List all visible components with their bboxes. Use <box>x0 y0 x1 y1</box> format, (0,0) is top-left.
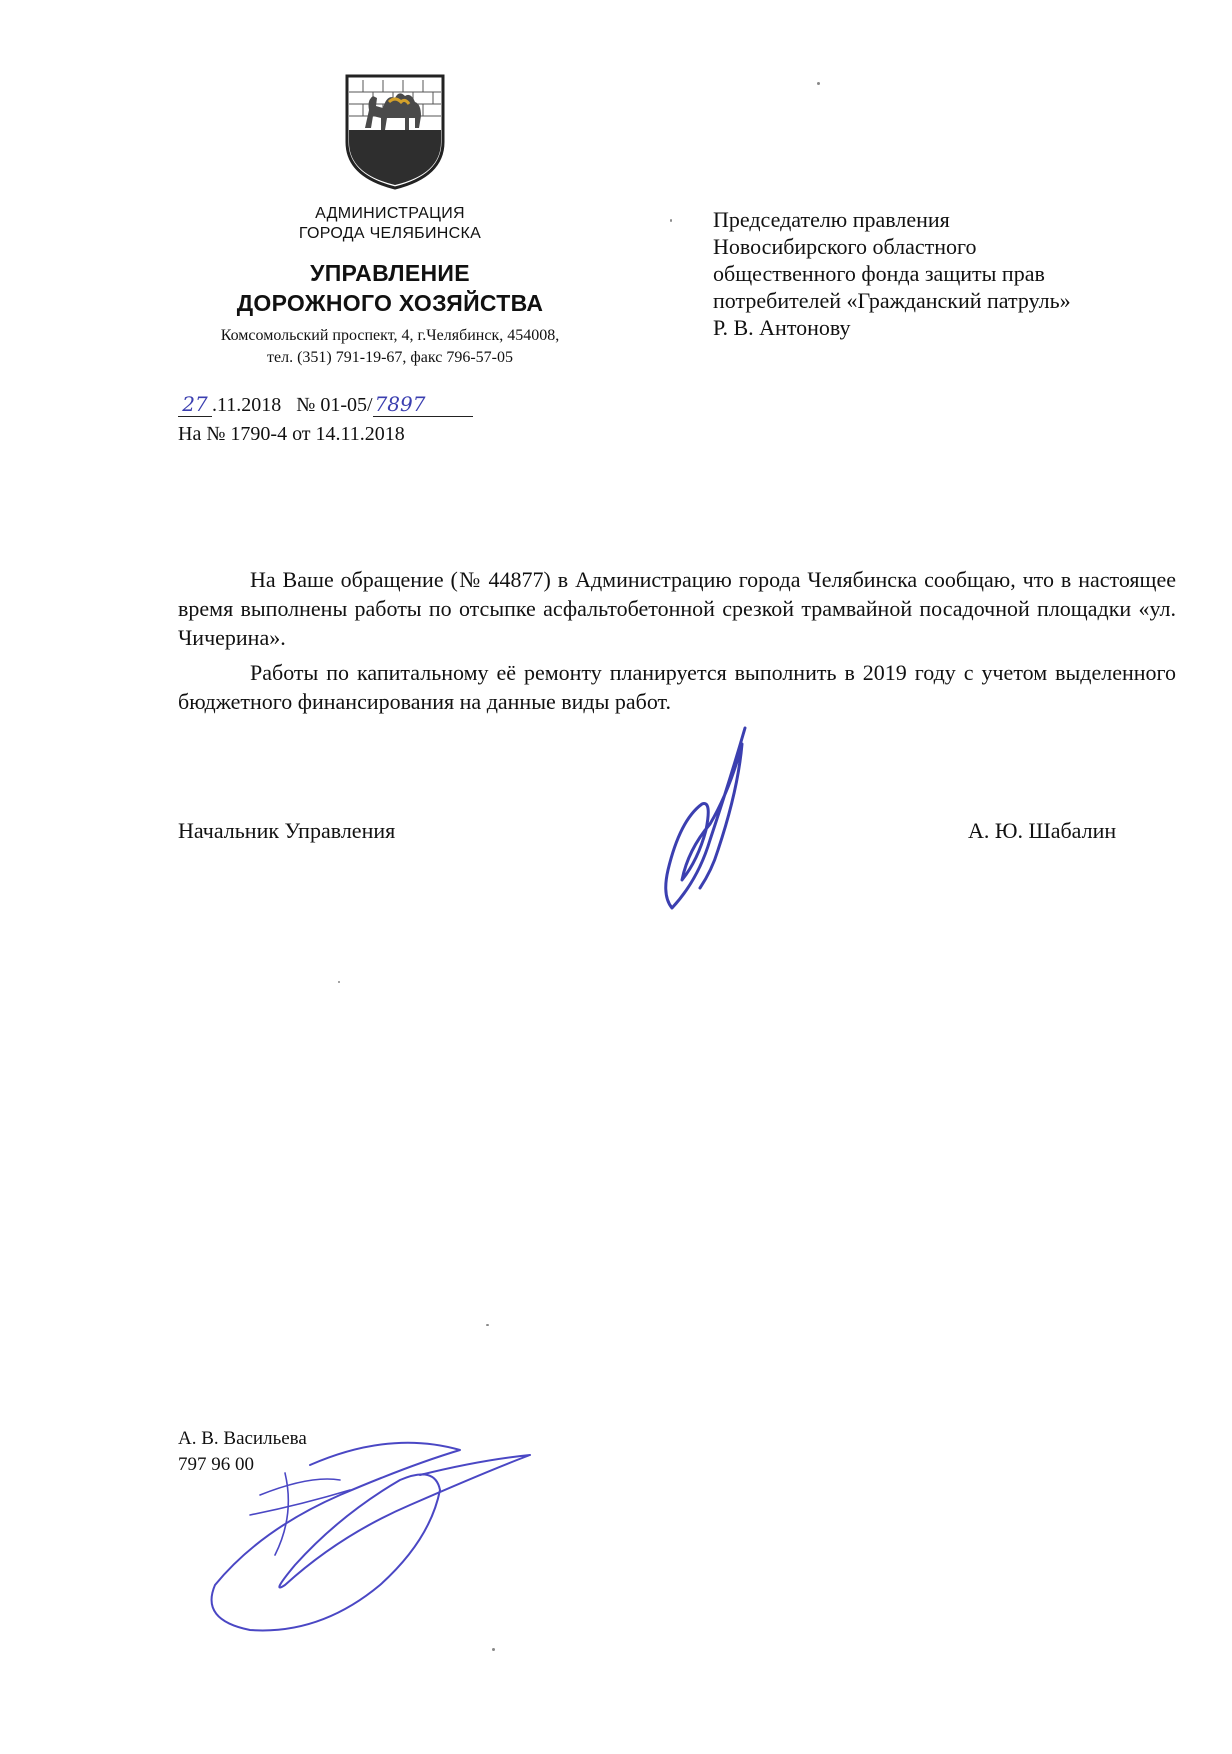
registration-date: .11.2018 <box>212 394 282 416</box>
scan-speck <box>670 219 672 222</box>
addressee-block <box>713 206 1183 341</box>
handwritten-signature <box>640 720 790 920</box>
scan-speck <box>486 1324 489 1326</box>
coat-of-arms-emblem <box>343 72 447 192</box>
signatory-name: А. Ю. Шабалин <box>968 818 1117 843</box>
organization-name <box>160 204 620 244</box>
department-name <box>160 258 620 318</box>
addressee-line: Р. В. Антонову <box>713 315 851 340</box>
body-paragraph: Работы по капитальному её ремонту планируется выполнить в 2019 году с учетом выделенного бюджетного финансирования на данные виды работ. <box>178 660 1176 714</box>
admin-line-1: АДМИНИСТРАЦИЯ <box>315 205 465 222</box>
in-reply-to: На № 1790-4 от 14.11.2018 <box>178 423 405 445</box>
phone-line: тел. (351) 791-19-67, факс 796-57-05 <box>267 349 513 366</box>
dept-line-1: УПРАВЛЕНИЕ <box>310 260 470 286</box>
department-address <box>160 325 620 369</box>
registration-number: 7897 <box>373 392 473 417</box>
addressee-line: Новосибирского областного <box>713 234 977 259</box>
executor-name: А. В. Васильева <box>178 1428 307 1449</box>
scan-speck <box>817 82 820 85</box>
executor-phone: 797 96 00 <box>178 1454 254 1475</box>
registration-line <box>178 392 473 417</box>
address-line: Комсомольский проспект, 4, г.Челябинск, 454008, <box>220 327 560 344</box>
scan-speck <box>338 981 340 983</box>
letter-body <box>178 565 1176 722</box>
executor-signature <box>190 1435 550 1635</box>
addressee-line: потребителей «Гражданский патруль» <box>713 288 1071 313</box>
admin-line-2: ГОРОДА ЧЕЛЯБИНСКА <box>298 225 482 242</box>
dept-line-2: ДОРОЖНОГО ХОЗЯЙСТВА <box>236 290 544 316</box>
addressee-line: общественного фонда защиты прав <box>713 261 1045 286</box>
scan-speck <box>492 1648 495 1651</box>
registration-day: 27 <box>178 392 212 417</box>
addressee-line: Председателю правления <box>713 207 950 232</box>
signatory-position: Начальник Управления <box>178 818 396 843</box>
registration-number-prefix: № 01-05/ <box>296 394 373 416</box>
body-paragraph: На Ваше обращение (№ 44877) в Администрацию города Челябинска сообщаю, что в настоящее время выполнены работы по отсыпке асфальтобетонной срезкой трамвайной посадочной площадки «ул. Чичерина». <box>178 567 1176 650</box>
